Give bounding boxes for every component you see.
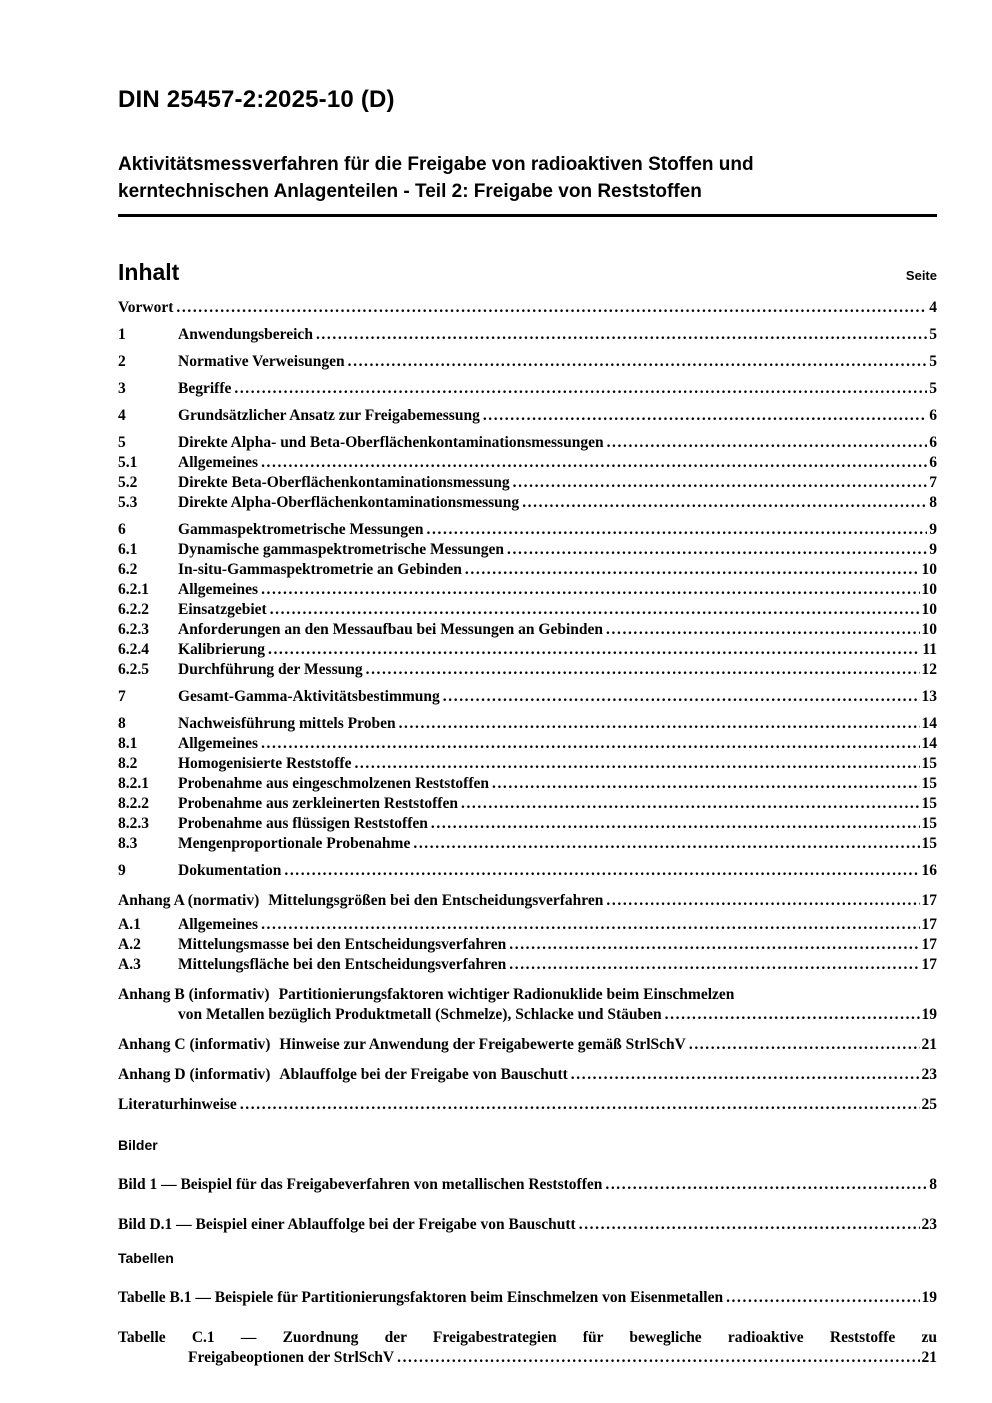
- dot-leader: [284, 861, 919, 881]
- toc-title: Literaturhinweise: [118, 1096, 237, 1113]
- toc-entry: [118, 298, 937, 318]
- page-number: 5: [929, 326, 937, 343]
- annex-label: Anhang B (informativ): [118, 986, 270, 1003]
- toc-number: 1: [118, 326, 126, 343]
- page-number: 6: [929, 434, 937, 451]
- toc-title: Grundsätzlicher Ansatz zur Freigabemessung: [178, 407, 480, 424]
- toc-number: 3: [118, 380, 126, 397]
- toc-title: Gesamt-Gamma-Aktivitätsbestimmung: [178, 688, 440, 705]
- dot-leader: [427, 520, 928, 540]
- toc-entry: [118, 540, 937, 560]
- page-number: 6: [929, 407, 937, 424]
- dot-leader: [571, 1065, 920, 1085]
- page-number: 10: [921, 561, 937, 578]
- toc-title: Partitionierungsfaktoren wichtiger Radionuklide beim Einschmelzen: [278, 986, 735, 1003]
- page-number: 23: [921, 1216, 937, 1233]
- toc-entry: [118, 814, 937, 834]
- dot-leader: [399, 714, 920, 734]
- toc-title: von Metallen bezüglich Produktmetall (Schmelze), Schlacke und Stäuben: [178, 1006, 662, 1023]
- contents-heading: Inhalt: [118, 259, 180, 285]
- page-number: 6: [929, 454, 937, 471]
- toc-entry: [118, 325, 937, 345]
- toc-title: Allgemeines: [178, 735, 259, 752]
- toc-number: 8: [118, 715, 126, 732]
- dot-leader: [261, 734, 919, 754]
- page-number: 17: [921, 936, 937, 953]
- table-entry-continuation: [118, 1348, 937, 1368]
- toc-number: 5: [118, 434, 126, 451]
- dot-leader: [261, 580, 919, 600]
- toc-number: A.1: [118, 916, 141, 933]
- toc-number: 5.1: [118, 454, 138, 471]
- page-number: 10: [921, 621, 937, 638]
- page-number: 5: [929, 380, 937, 397]
- table-entry: [118, 1288, 937, 1308]
- toc-title: Anforderungen an den Messaufbau bei Messungen an Gebinden: [178, 621, 604, 638]
- toc-number: 9: [118, 862, 126, 879]
- document-code: DIN 25457-2:2025-10 (D): [118, 86, 395, 113]
- dot-leader: [261, 453, 927, 473]
- toc-title: Probenahme aus zerkleinerten Reststoffen: [178, 795, 458, 812]
- annex-label: Anhang D (informativ): [118, 1066, 271, 1083]
- table-label: Tabelle B.1 — Beispiele für Partitionierungsfaktoren beim Einschmelzen von Eisenmetallen: [118, 1289, 724, 1306]
- page-number: 21: [921, 1349, 937, 1366]
- toc-entry: [118, 1035, 937, 1055]
- toc-number: 8.3: [118, 835, 138, 852]
- page-number: 25: [921, 1096, 937, 1113]
- toc-entry: [118, 955, 937, 975]
- toc-title: Homogenisierte Reststoffe: [178, 755, 352, 772]
- toc-number: 8.2.2: [118, 795, 149, 812]
- toc-title: Durchführung der Messung: [178, 661, 363, 678]
- toc-title: Dynamische gammaspektrometrische Messungen: [178, 541, 505, 558]
- dot-leader: [413, 834, 919, 854]
- toc-title: Ablauffolge bei der Freigabe von Bauschutt: [279, 1066, 568, 1083]
- toc-number: 6.1: [118, 541, 138, 558]
- figures-list: [118, 1175, 937, 1235]
- toc-entry: [118, 560, 937, 580]
- toc-entry: [118, 915, 937, 935]
- page-number: 9: [929, 541, 937, 558]
- dot-leader: [509, 955, 919, 975]
- page-number: 9: [929, 521, 937, 538]
- dot-leader: [509, 935, 919, 955]
- page-number: 5: [929, 353, 937, 370]
- toc-title: Normative Verweisungen: [178, 353, 345, 370]
- toc-title: Probenahme aus eingeschmolzenen Reststoffen: [178, 775, 489, 792]
- dot-leader: [726, 1288, 919, 1308]
- toc-title: Mittelungsmasse bei den Entscheidungsverfahren: [178, 936, 507, 953]
- toc-number: 6: [118, 521, 126, 538]
- toc-entry: [118, 834, 937, 854]
- tables-list: [118, 1288, 937, 1368]
- page-number: 14: [921, 735, 937, 752]
- page-number: 16: [921, 862, 937, 879]
- toc-title: Allgemeines: [178, 454, 259, 471]
- toc-entry: [118, 640, 937, 660]
- toc-title: Vorwort: [118, 299, 174, 316]
- dot-leader: [605, 1175, 927, 1195]
- page-number: 15: [921, 835, 937, 852]
- toc-number: A.3: [118, 956, 141, 973]
- page-number: 15: [921, 795, 937, 812]
- annex-label: Anhang A (normativ): [118, 892, 260, 909]
- toc-number: 2: [118, 353, 126, 370]
- dot-leader: [461, 794, 920, 814]
- toc-title: Probenahme aus flüssigen Reststoffen: [178, 815, 428, 832]
- toc-title: Einsatzgebiet: [178, 601, 267, 618]
- document-title: [118, 151, 937, 217]
- dot-leader: [234, 379, 927, 399]
- dot-leader: [606, 620, 919, 640]
- toc-title: Mengenproportionale Probenahme: [178, 835, 411, 852]
- page-number: 17: [921, 956, 937, 973]
- page-number: 19: [921, 1289, 937, 1306]
- table-label: Tabelle C.1 — Zuordnung der Freigabestrategien für bewegliche radioaktive Reststoffe zu: [118, 1329, 937, 1346]
- document-title-line2: kerntechnischen Anlagenteilen - Teil 2: Freigabe von Reststoffen: [118, 181, 702, 202]
- document-title-line1: Aktivitätsmessverfahren für die Freigabe von radioaktiven Stoffen und: [118, 154, 754, 175]
- figure-label: Bild 1 — Beispiel für das Freigabeverfahren von metallischen Reststoffen: [118, 1176, 603, 1193]
- toc-entry: [118, 985, 937, 1005]
- toc-list: [118, 298, 937, 1115]
- page-number: 10: [921, 581, 937, 598]
- dot-leader: [176, 298, 927, 318]
- toc-title: Gammaspektrometrische Messungen: [178, 521, 424, 538]
- contents-header: [118, 260, 937, 284]
- toc-title: Kalibrierung: [178, 641, 265, 658]
- dot-leader: [513, 473, 928, 493]
- toc-number: 4: [118, 407, 126, 424]
- annex-label: Anhang C (informativ): [118, 1036, 271, 1053]
- toc-entry: [118, 714, 937, 734]
- dot-leader: [492, 774, 920, 794]
- toc-entry: [118, 861, 937, 881]
- dot-leader: [431, 814, 920, 834]
- table-label: Freigabeoptionen der StrlSchV: [188, 1349, 395, 1366]
- page-number: 15: [921, 775, 937, 792]
- toc-entry: [118, 754, 937, 774]
- toc-entry: [118, 687, 937, 707]
- dot-leader: [507, 540, 927, 560]
- toc-entry: [118, 620, 937, 640]
- page-number: 13: [921, 688, 937, 705]
- toc-entry: [118, 493, 937, 513]
- table-entry: [118, 1328, 937, 1348]
- toc-title: Anwendungsbereich: [178, 326, 313, 343]
- page-number: 8: [929, 494, 937, 511]
- toc-number: 8.2.1: [118, 775, 149, 792]
- toc-title: Dokumentation: [178, 862, 282, 879]
- page-number: 23: [921, 1066, 937, 1083]
- dot-leader: [465, 560, 920, 580]
- toc-title: Begriffe: [178, 380, 232, 397]
- page-number: 11: [922, 641, 937, 658]
- toc-title: Allgemeines: [178, 916, 259, 933]
- dot-leader: [397, 1348, 919, 1368]
- page-number: 15: [921, 755, 937, 772]
- dot-leader: [270, 600, 920, 620]
- page-number: 14: [921, 715, 937, 732]
- toc-title: Nachweisführung mittels Proben: [178, 715, 396, 732]
- toc-entry: [118, 520, 937, 540]
- dot-leader: [607, 433, 928, 453]
- dot-leader: [261, 915, 919, 935]
- toc-number: 6.2: [118, 561, 138, 578]
- toc-entry: [118, 734, 937, 754]
- dot-leader: [665, 1005, 920, 1025]
- figure-entry: [118, 1215, 937, 1235]
- dot-leader: [689, 1035, 920, 1055]
- page-number: 8: [929, 1176, 937, 1193]
- dot-leader: [579, 1215, 920, 1235]
- page-number: 15: [921, 815, 937, 832]
- toc-number: 6.2.5: [118, 661, 149, 678]
- dot-leader: [316, 325, 927, 345]
- toc-number: 7: [118, 688, 126, 705]
- toc-entry: [118, 794, 937, 814]
- page-number: 7: [929, 474, 937, 491]
- page-number: 21: [921, 1036, 937, 1053]
- toc-entry: [118, 774, 937, 794]
- toc-title: Allgemeines: [178, 581, 259, 598]
- toc-number: 8.2.3: [118, 815, 149, 832]
- toc-title: Direkte Alpha-Oberflächenkontaminationsmessung: [178, 494, 520, 511]
- toc-entry: [118, 453, 937, 473]
- toc-number: 6.2.2: [118, 601, 149, 618]
- toc-entry: [118, 473, 937, 493]
- toc-number: 6.2.1: [118, 581, 149, 598]
- toc-title: Direkte Beta-Oberflächenkontaminationsmessung: [178, 474, 510, 491]
- page-number: 10: [921, 601, 937, 618]
- dot-leader: [483, 406, 927, 426]
- toc-entry: [118, 660, 937, 680]
- dot-leader: [366, 660, 920, 680]
- toc-entry: [118, 406, 937, 426]
- dot-leader: [240, 1095, 920, 1115]
- toc-entry: [118, 600, 937, 620]
- page-number: 19: [921, 1006, 937, 1023]
- toc-entry: [118, 1095, 937, 1115]
- toc-number: 6.2.4: [118, 641, 149, 658]
- toc-entry-continuation: [118, 1005, 937, 1025]
- toc-number: A.2: [118, 936, 141, 953]
- toc-entry: [118, 433, 937, 453]
- page-number: 12: [921, 661, 937, 678]
- toc-entry: [118, 352, 937, 372]
- page-number: 17: [921, 916, 937, 933]
- toc-entry: [118, 379, 937, 399]
- toc-number: 6.2.3: [118, 621, 149, 638]
- page-number: 4: [929, 299, 937, 316]
- figure-entry: [118, 1175, 937, 1195]
- dot-leader: [268, 640, 920, 660]
- toc-entry: [118, 891, 937, 911]
- toc-number: 5.3: [118, 494, 138, 511]
- toc-title: Mittelungsfläche bei den Entscheidungsverfahren: [178, 956, 507, 973]
- toc-entry: [118, 1065, 937, 1085]
- toc-title: Hinweise zur Anwendung der Freigabewerte gemäß StrlSchV: [279, 1036, 686, 1053]
- dot-leader: [606, 891, 919, 911]
- toc-entry: [118, 580, 937, 600]
- page-number: 17: [921, 892, 937, 909]
- toc-number: 8.2: [118, 755, 138, 772]
- toc-number: 8.1: [118, 735, 138, 752]
- toc-entry: [118, 935, 937, 955]
- figures-heading: Bilder: [118, 1137, 158, 1153]
- figure-label: Bild D.1 — Beispiel einer Ablauffolge bei der Freigabe von Bauschutt: [118, 1216, 576, 1233]
- toc-title: Direkte Alpha- und Beta-Oberflächenkontaminationsmessungen: [178, 434, 604, 451]
- dot-leader: [348, 352, 928, 372]
- toc-number: 5.2: [118, 474, 138, 491]
- dot-leader: [443, 687, 920, 707]
- page-column-label: Seite: [905, 268, 937, 283]
- dot-leader: [522, 493, 927, 513]
- toc-title: In-situ-Gammaspektrometrie an Gebinden: [178, 561, 462, 578]
- dot-leader: [354, 754, 919, 774]
- tables-heading: Tabellen: [118, 1250, 174, 1266]
- toc-title: Mittelungsgrößen bei den Entscheidungsverfahren: [268, 892, 604, 909]
